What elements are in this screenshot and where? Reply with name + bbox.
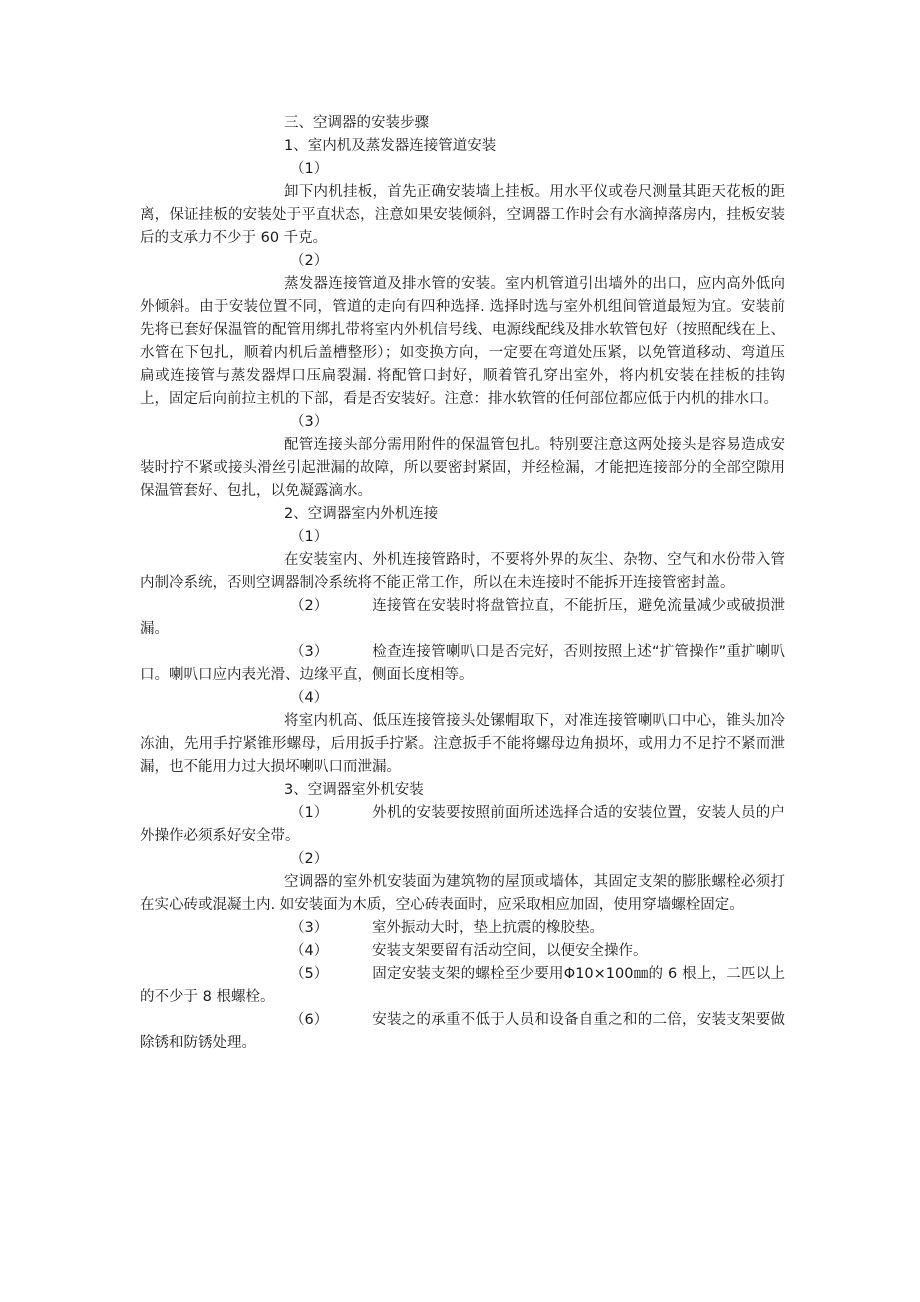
section-2-heading: 2、空调器室内外机连接 bbox=[284, 506, 439, 522]
inline-paragraph bbox=[140, 641, 785, 687]
item-marker: （2） bbox=[290, 253, 329, 269]
paragraph: 蒸发器连接管道及排水管的安装。室内机管道引出墙外的出口，应内高外低向外倾斜。由于安装位置不同，管道的走向有四种选择. 选择时选与室外机组间管道最短为宜。安装前先将已套好保温管的配管用绑扎带将室内外机信号线、电源线配线及排水软管包好（按照配线在上、水管在下包扎，顺着内机后盖槽整形）；如变换方向，一定要在弯道处压紧，以免管道移动、弯道压扁或连接管与蒸发器焊口压扁裂漏. 将配管口封好，顺着管孔穿出室外，将内机安装在挂板的挂钩上，固定后向前拉主机的下部，看是否安装好。注意：排水软管的任何部位都应低于内机的排水口。 bbox=[140, 276, 785, 407]
inline-paragraph bbox=[140, 940, 785, 963]
paragraph-text: 室外振动大时，垫上抗震的橡胶垫。 bbox=[372, 920, 604, 936]
item-marker: （3） bbox=[290, 414, 329, 430]
item-marker: （2） bbox=[290, 851, 329, 867]
paragraph: 配管连接头部分需用附件的保温管包扎。特别要注意这两处接头是容易造成安装时拧不紧或接头滑丝引起泄漏的故障，所以要密封紧固，并经检漏，才能把连接部分的全部空隙用保温管套好、包扎，以免凝露滴水。 bbox=[140, 437, 785, 499]
item-marker: （4） bbox=[290, 690, 329, 706]
section-1-heading: 1、室内机及蒸发器连接管道安装 bbox=[284, 138, 497, 154]
item-marker: （6） bbox=[290, 1012, 329, 1028]
paragraph-text: 检查连接管喇叭口是否完好，否则按照上述“扩管操作”重扩喇叭口。喇叭口应内表光滑、边缘平直，侧面长度相等。 bbox=[140, 644, 785, 683]
section-3-heading: 3、空调器室外机安装 bbox=[284, 782, 424, 798]
paragraph-text: 安装之的承重不低于人员和设备自重之和的二倍，安装支架要做除锈和防锈处理。 bbox=[140, 1012, 785, 1051]
paragraph-text: 连接管在安装时将盘管拉直，不能折压，避免流量减少或破损泄漏。 bbox=[140, 598, 785, 637]
inline-paragraph bbox=[140, 595, 785, 641]
item-marker: （1） bbox=[290, 529, 329, 545]
paragraph-text: 外机的安装要按照前面所述选择合适的安装位置，安装人员的户外操作必须系好安全带。 bbox=[140, 805, 785, 844]
item-marker: （5） bbox=[290, 966, 329, 982]
document-title: 三、空调器的安装步骤 bbox=[284, 115, 429, 131]
inline-paragraph bbox=[140, 963, 785, 1009]
inline-paragraph bbox=[140, 802, 785, 848]
item-marker: （4） bbox=[290, 943, 329, 959]
document-page bbox=[140, 112, 785, 1055]
paragraph: 在安装室内、外机连接管路时，不要将外界的灰尘、杂物、空气和水份带入管内制冷系统，否则空调器制冷系统将不能正常工作，所以在未连接时不能拆开连接管密封盖。 bbox=[140, 552, 785, 591]
paragraph: 将室内机高、低压连接管接头处镙帽取下，对准连接管喇叭口中心，锥头加冷冻油，先用手拧紧锥形螺母，后用扳手拧紧。注意扳手不能将螺母边角损坏，或用力不足拧不紧而泄漏，也不能用力过大损坏喇叭口而泄漏。 bbox=[140, 713, 785, 775]
item-marker: （1） bbox=[290, 161, 329, 177]
paragraph: 卸下内机挂板，首先正确安装墙上挂板。用水平仪或卷尺测量其距天花板的距离，保证挂板的安装处于平直状态，注意如果安装倾斜，空调器工作时会有水滴掉落房内，挂板安装后的支承力不少于 60 千克。 bbox=[140, 184, 785, 246]
inline-paragraph bbox=[140, 917, 785, 940]
item-marker: （2） bbox=[290, 598, 329, 614]
paragraph: 空调器的室外机安装面为建筑物的屋顶或墙体，其固定支架的膨胀螺栓必须打在实心砖或混凝土内. 如安装面为木质，空心砖表面时，应采取相应加固，使用穿墙螺栓固定。 bbox=[140, 874, 785, 913]
item-marker: （3） bbox=[290, 920, 329, 936]
item-marker: （3） bbox=[290, 644, 329, 660]
paragraph-text: 固定安装支架的螺栓至少要用Φ10×100㎜的 6 根上，二匹以上的不少于 8 根螺栓。 bbox=[140, 966, 785, 1005]
inline-paragraph bbox=[140, 1009, 785, 1055]
paragraph-text: 安装支架要留有活动空间，以便安全操作。 bbox=[372, 943, 648, 959]
item-marker: （1） bbox=[290, 805, 329, 821]
